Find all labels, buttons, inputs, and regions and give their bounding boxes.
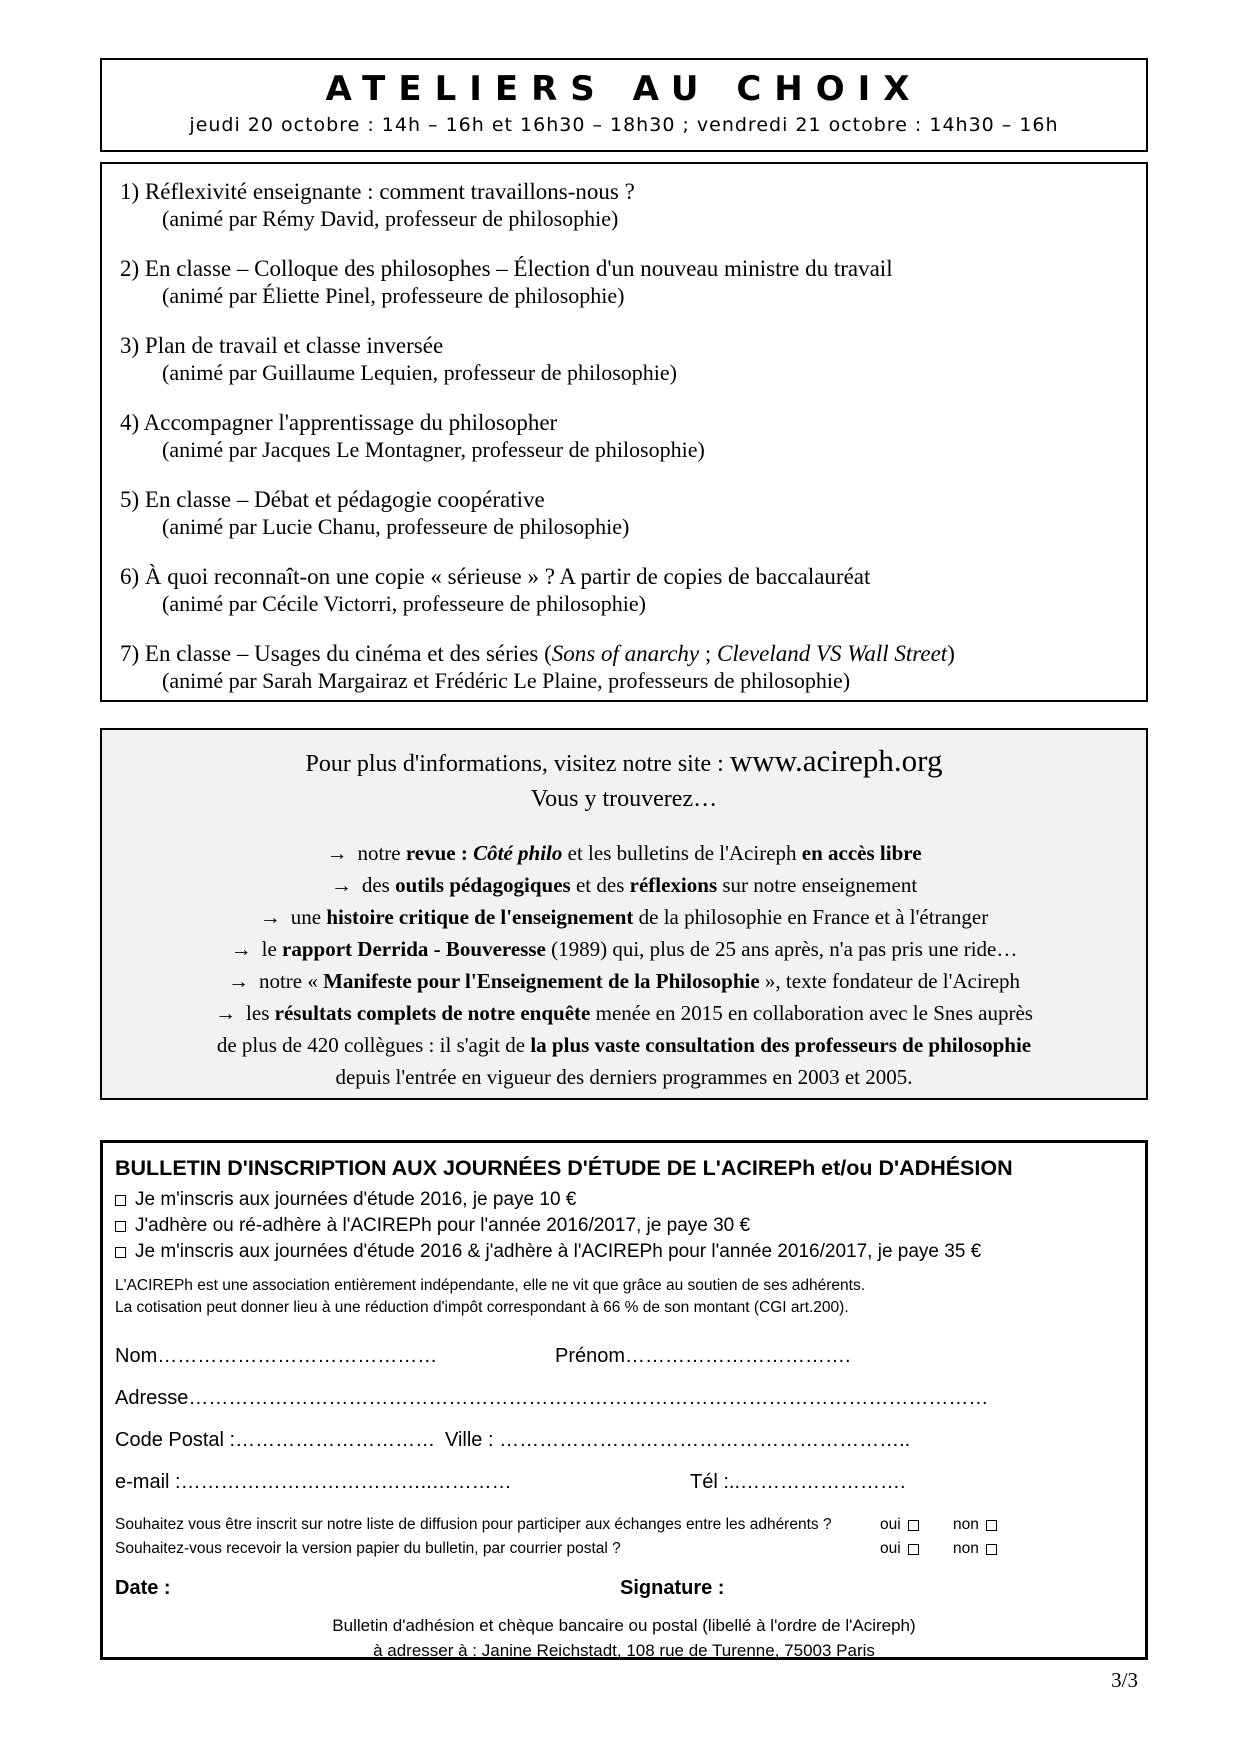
option-label: Je m'inscris aux journées d'étude 2016 & j'adhère à l'ACIREPh pour l'année 2016/2017, je paye 35 €	[135, 1241, 982, 1262]
workshop-title-text: Réflexivité enseignante : comment travaillons-nous ?	[144, 179, 635, 204]
info-line: → les résultats complets de notre enquête menée en 2015 en collaboration avec le Snes auprès	[215, 1001, 1033, 1025]
field-row-email-tel	[115, 1461, 1133, 1503]
arrow-icon: →	[326, 841, 348, 865]
option-label: Je m'inscris aux journées d'étude 2016, je paye 10 €	[135, 1189, 577, 1210]
checkbox-non[interactable]	[986, 1520, 997, 1531]
field-row-nom-prenom	[115, 1335, 1133, 1377]
signature-label: Signature :	[620, 1577, 725, 1599]
workshop-item	[120, 255, 1128, 309]
page-title: ATELIERS AU CHOIX	[325, 69, 923, 109]
workshop-facilitator: (animé par Guillaume Lequien, professeur de philosophie)	[162, 360, 678, 385]
arrow-icon: →	[259, 905, 281, 929]
choice-non: non	[953, 1537, 997, 1561]
workshop-number: 3)	[120, 333, 140, 358]
workshop-title-text: À quoi reconnaît-on une copie « sérieuse » ? A partir de copies de baccalauréat	[144, 564, 871, 589]
info-line: de plus de 420 collègues : il s'agit de la plus vaste consultation des professeurs de philosophie	[216, 1033, 1032, 1057]
form-footer	[115, 1613, 1133, 1663]
workshop-number: 6)	[120, 564, 140, 589]
workshop-facilitator: (animé par Cécile Victorri, professeure de philosophie)	[162, 591, 646, 616]
date-signature-row	[115, 1577, 1133, 1605]
question-text: Souhaitez vous être inscrit sur notre liste de diffusion pour participer aux échanges entre les adhérents ?	[115, 1516, 832, 1533]
workshop-title-text: En classe – Usages du cinéma et des séries (Sons of anarchy ; Cleveland VS Wall Street)	[144, 641, 955, 666]
form-fields	[115, 1335, 1133, 1503]
info-line: depuis l'entrée en vigueur des derniers programmes en 2003 et 2005.	[335, 1065, 913, 1089]
checkbox-inscription[interactable]	[115, 1195, 126, 1206]
workshop-facilitator: (animé par Jacques Le Montagner, professeur de philosophie)	[162, 437, 705, 462]
option-row	[115, 1187, 1133, 1213]
questions-block	[115, 1513, 1133, 1561]
field-row-cp-ville	[115, 1419, 1133, 1461]
arrow-icon: →	[215, 1001, 237, 1025]
workshop-number: 4)	[120, 410, 140, 435]
workshop-title-text: En classe – Débat et pédagogie coopérative	[144, 487, 545, 512]
field-row-adresse	[115, 1377, 1133, 1419]
arrow-icon: →	[227, 969, 249, 993]
workshop-title-text: Accompagner l'apprentissage du philosopher	[143, 410, 558, 435]
workshop-title	[120, 178, 1128, 206]
workshop-item	[120, 486, 1128, 540]
workshop-facilitator: (animé par Éliette Pinel, professeure de philosophie)	[162, 283, 625, 308]
choice-oui: oui	[880, 1537, 919, 1561]
workshop-item	[120, 409, 1128, 463]
workshop-title	[120, 563, 1128, 591]
info-subtitle: Vous y trouverez…	[530, 786, 718, 812]
workshop-title	[120, 486, 1128, 514]
checkbox-oui[interactable]	[908, 1520, 919, 1531]
workshop-title	[120, 332, 1128, 360]
workshop-facilitator: (animé par Lucie Chanu, professeure de philosophie)	[162, 514, 630, 539]
workshop-item	[120, 640, 1128, 694]
info-line: → notre « Manifeste pour l'Enseignement de la Philosophie », texte fondateur de l'Acireph	[227, 969, 1021, 993]
page-number: 3/3	[1111, 1668, 1138, 1692]
workshop-item	[120, 332, 1128, 386]
option-label: J'adhère ou ré-adhère à l'ACIREPh pour l'année 2016/2017, je paye 30 €	[135, 1215, 751, 1236]
workshop-number: 7)	[120, 641, 140, 666]
question-row-bulletin-papier	[115, 1537, 1133, 1561]
adresse-field[interactable]: Adresse…………………………………………………………………………………………………………	[115, 1387, 989, 1409]
nom-field[interactable]: Nom……………………………………	[115, 1345, 438, 1367]
workshop-item	[120, 178, 1128, 232]
workshop-title-text: En classe – Colloque des philosophes – Élection d'un nouveau ministre du travail	[144, 256, 893, 281]
schedule-line: jeudi 20 octobre : 14h – 16h et 16h30 – 18h30 ; vendredi 21 octobre : 14h30 – 16h	[189, 114, 1059, 136]
info-line: → notre revue : Côté philo et les bulletins de l'Acireph en accès libre	[326, 841, 922, 865]
website-link[interactable]: www.acireph.org	[729, 743, 943, 778]
choice-oui: oui	[880, 1513, 919, 1537]
arrow-icon: →	[230, 937, 252, 961]
tel-field[interactable]: Tél :..…………………….	[690, 1471, 906, 1493]
association-note	[115, 1275, 1133, 1319]
workshop-title	[120, 640, 1128, 668]
checkbox-oui[interactable]	[908, 1544, 919, 1555]
info-line: → le rapport Derrida - Bouveresse (1989) qui, plus de 25 ans après, n'a pas pris une ride…	[230, 937, 1018, 961]
prenom-field[interactable]: Prénom…………………………….	[555, 1345, 851, 1367]
workshop-facilitator: (animé par Sarah Margairaz et Frédéric Le Plaine, professeurs de philosophie)	[162, 668, 851, 693]
checkbox-inscription-adhesion[interactable]	[115, 1247, 126, 1258]
footer-line: Bulletin d'adhésion et chèque bancaire ou postal (libellé à l'ordre de l'Acireph)	[332, 1616, 916, 1635]
workshop-facilitator: (animé par Rémy David, professeur de philosophie)	[162, 206, 619, 231]
note-line: La cotisation peut donner lieu à une réduction d'impôt correspondant à 66 % de son montant (CGI art.200).	[115, 1299, 849, 1316]
checkbox-non[interactable]	[986, 1544, 997, 1555]
info-line: → des outils pédagogiques et des réflexions sur notre enseignement	[330, 873, 918, 897]
workshop-number: 1)	[120, 179, 140, 204]
arrow-icon: →	[330, 873, 352, 897]
form-title: BULLETIN D'INSCRIPTION AUX JOURNÉES D'ÉTUDE DE L'ACIREPh et/ou D'ADHÉSION	[115, 1156, 1013, 1180]
info-intro	[102, 742, 1146, 783]
workshops-box	[100, 162, 1148, 702]
footer-line: à adresser à : Janine Reichstadt, 108 rue de Turenne, 75003 Paris	[373, 1641, 875, 1660]
workshop-number: 2)	[120, 256, 140, 281]
info-box	[100, 728, 1148, 1100]
workshop-title	[120, 409, 1128, 437]
workshop-title	[120, 255, 1128, 283]
option-row	[115, 1239, 1133, 1265]
checkbox-adhesion[interactable]	[115, 1221, 126, 1232]
info-intro-prefix: Pour plus d'informations, visitez notre site :	[305, 751, 730, 777]
workshop-item	[120, 563, 1128, 617]
workshop-number: 5)	[120, 487, 140, 512]
choice-non: non	[953, 1513, 997, 1537]
date-label: Date :	[115, 1577, 171, 1599]
workshop-title-text: Plan de travail et classe inversée	[144, 333, 444, 358]
registration-form-box	[100, 1140, 1148, 1660]
header-box	[100, 58, 1148, 152]
question-text: Souhaitez-vous recevoir la version papier du bulletin, par courrier postal ?	[115, 1540, 621, 1557]
ville-field[interactable]: Ville : ……………………………………………………..	[445, 1429, 911, 1451]
email-field[interactable]: e-mail :………………………………..…………	[115, 1471, 512, 1493]
note-line: L'ACIREPh est une association entièrement indépendante, elle ne vit que grâce au soutien de ses adhérents.	[115, 1277, 866, 1294]
info-line: → une histoire critique de l'enseignement de la philosophie en France et à l'étranger	[259, 905, 989, 929]
option-row	[115, 1213, 1133, 1239]
question-row-diffusion	[115, 1513, 1133, 1537]
code-postal-field[interactable]: Code Postal :…………………………	[115, 1429, 436, 1451]
